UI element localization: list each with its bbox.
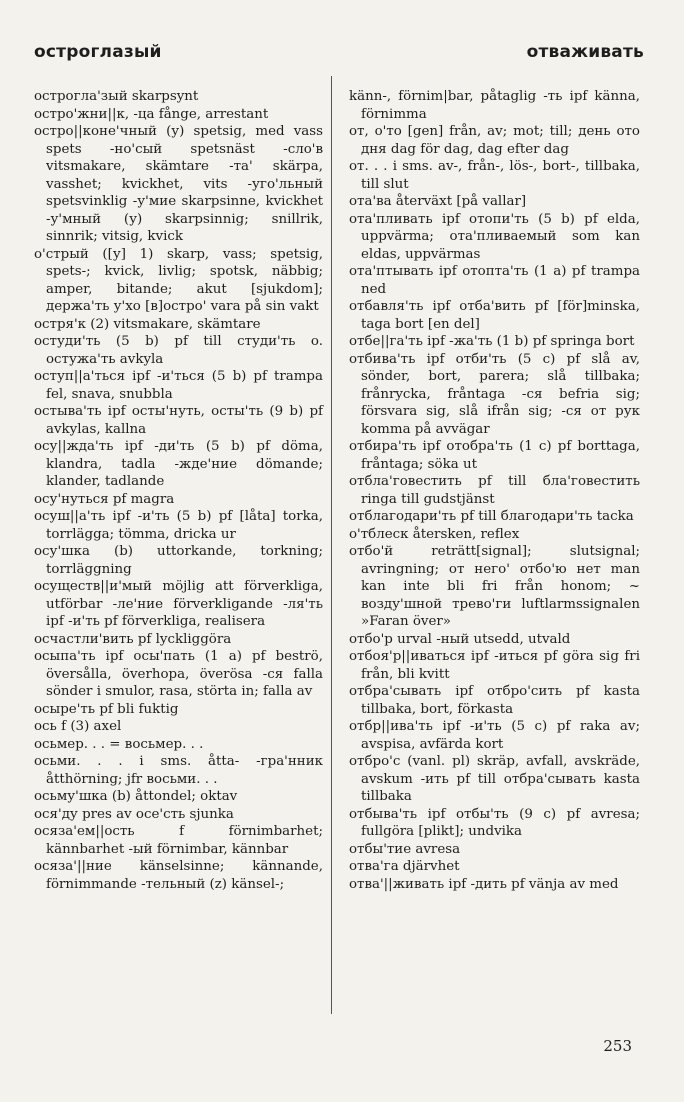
dictionary-entry: отбр||ива'ть ipf -и'ть (5 c) pf raka av; avspisa, avfärda kort [349, 719, 640, 752]
dictionary-entry: осяза'||ние känselsinne; kännande, förnimmande -тельный (z) känsel-; [34, 859, 323, 892]
dictionary-entry: остыва'ть ipf осты'нуть, осты'ть (9 b) pf avkylas, kallna [34, 404, 323, 437]
running-head-right: отваживать [526, 42, 644, 62]
dictionary-entry: отва'га djärvhet [349, 859, 460, 874]
dictionary-entry: отбро'с (vanl. pl) skräp, avfall, avskräde, avskum -ить pf till отбра'сывать kasta tillbaka [349, 754, 640, 804]
dictionary-entry: отва'||живать ipf -дить pf vänja av med [349, 876, 619, 892]
dictionary-entry: отбоя'р||иваться ipf -иться pf göra sig fri från, bli kvitt [349, 649, 640, 682]
dictionary-entry: остро||коне'чный (у) spetsig, med vass spets -но'сый spetsnäst -сло'в vitsmakare, skämtare -та' skärpa, vasshet; kvickhet, vits -уго'льный spetsvinklig -у'мие skarpsinne, kvickhet -у'мный (у) skarpsinnig; snillrik, sinnrik; vitsig, kvick [34, 124, 323, 244]
dictionary-entry: о'стрый ([у] 1) skarp, vass; spetsig, spets-; kvick, livlig; spotsk, näbbig; amper, bitande; akut [sjukdom]; держа'ть у'хо [в]остро' vara på sin vakt [34, 246, 323, 314]
dictionary-entry: отбла'говестить pf till бла'говестить ringa till gudstjänst [349, 474, 640, 507]
dictionary-entry: отбо'р urval -ный utsedd, utvald [349, 631, 571, 647]
dictionary-entry: остро'жни||к, -ца fånge, arrestant [34, 106, 269, 122]
page-number: 253 [603, 1037, 632, 1055]
dictionary-entry: осчастли'вить pf lyckliggöra [34, 631, 232, 647]
dictionary-entry: отбра'сывать ipf отбро'сить pf kasta tillbaka, bort, förkasta [349, 684, 640, 717]
dictionary-entry: отбыва'ть ipf отбы'ть (9 c) pf avresa; fullgöra [plikt]; undvika [349, 806, 640, 839]
dictionary-entry: ота'ва återväxt [på vallar] [349, 194, 527, 209]
dictionary-entry: känn-, förnim|bar, påtaglig -ть ipf känna, förnimma [349, 89, 640, 122]
column-divider [331, 76, 332, 1014]
dictionary-entry: о'тблеск återsken, reflex [349, 526, 520, 542]
dictionary-entry: осуш||а'ть ipf -и'ть (5 b) pf [låta] torka, torrlägga; tömma, dricka ur [34, 509, 323, 542]
dictionary-entry: острогла'зый skarpsynt [34, 89, 199, 104]
dictionary-entry: ота'пливать ipf отопи'ть (5 b) pf elda, uppvärma; ота'пливаемый som kan eldas, uppvärmas [349, 211, 640, 262]
dictionary-entry: осяза'ем||ость f förnimbarhet; kännbarhet -ый förnimbar, kännbar [34, 824, 323, 857]
dictionary-entry: от, о'то [gen] från, av; mot; till; день ото дня dag för dag, dag efter dag [349, 124, 640, 157]
dictionary-entry: ось f (3) axel [34, 719, 122, 734]
dictionary-entry: осуществ||и'мый möjlig att förverkliga, utförbar -ле'ние förverkligande -ля'ть ipf -и'ть pf förverkliga, realisera [34, 579, 323, 629]
dictionary-entry: отбива'ть ipf отби'ть (5 c) pf slå av, sönder, bort, parera; slå tillbaka; frånrycka, fråntaga -ся befria sig; försvara sig, slå ifrån sig; -ся от рук komma på avvägar [349, 351, 640, 437]
dictionary-entry: осу'нуться pf magra [34, 491, 175, 507]
dictionary-column-right [349, 88, 640, 893]
dictionary-entry: отбавля'ть ipf отба'вить pf [för]minska, taga bort [en del] [349, 299, 640, 332]
dictionary-entry: от. . . i sms. av-, från-, lös-, bort-, tillbaka, till slut [349, 159, 640, 192]
dictionary-entry: оступ||а'ться ipf -и'ться (5 b) pf trampa fel, snava, snubbla [34, 369, 323, 402]
dictionary-entry: осу||жда'ть ipf -ди'ть (5 b) pf döma, klandra, tadla -жде'ние dömande; klander, tadlande [34, 439, 323, 489]
dictionary-entry: осьмер. . . = восьмер. . . [34, 736, 204, 752]
dictionary-entry: отбира'ть ipf отобра'ть (1 c) pf borttaga, fråntaga; söka ut [349, 439, 640, 472]
dictionary-entry: осыпа'ть ipf осы'пать (1 a) pf beströ, översålla, överhopa, överösa -ся falla sönder i smulor, rasa, störta in; falla av [34, 649, 323, 699]
dictionary-entry: остря'к (2) vitsmakare, skämtare [34, 316, 261, 332]
running-head-left: остроглазый [34, 42, 162, 62]
dictionary-entry: осьму'шка (b) åttondel; oktav [34, 789, 238, 804]
dictionary-entry: ота'птывать ipf отопта'ть (1 a) pf trampa ned [349, 264, 640, 297]
dictionary-entry: отбо'й reträtt[signal]; slutsignal; avringning; от него' отбо'ю нет man kan inte bli fri från honom; ~ возду'шной трево'ги luftlarmssignalen »Faran över» [349, 544, 640, 629]
dictionary-entry: ося'ду pres av осе'сть sjunka [34, 806, 234, 822]
dictionary-entry: осу'шка (b) uttorkande, torkning; torrläggning [34, 544, 323, 577]
dictionary-entry: отблагодари'ть pf till благодари'ть tacka [349, 509, 634, 524]
dictionary-entry: осьми. . . i sms. åtta- -гра'нник åtthörning; jfr восьми. . . [34, 754, 323, 787]
dictionary-entry: отбе||га'ть ipf -жа'ть (1 b) pf springa bort [349, 334, 635, 349]
dictionary-entry: осыре'ть pf bli fuktig [34, 701, 179, 717]
dictionary-entry: остуди'ть (5 b) pf till студи'ть o. остужа'ть avkyla [34, 334, 323, 367]
dictionary-entry: отбы'тие avresa [349, 841, 461, 857]
dictionary-column-left [34, 88, 323, 893]
